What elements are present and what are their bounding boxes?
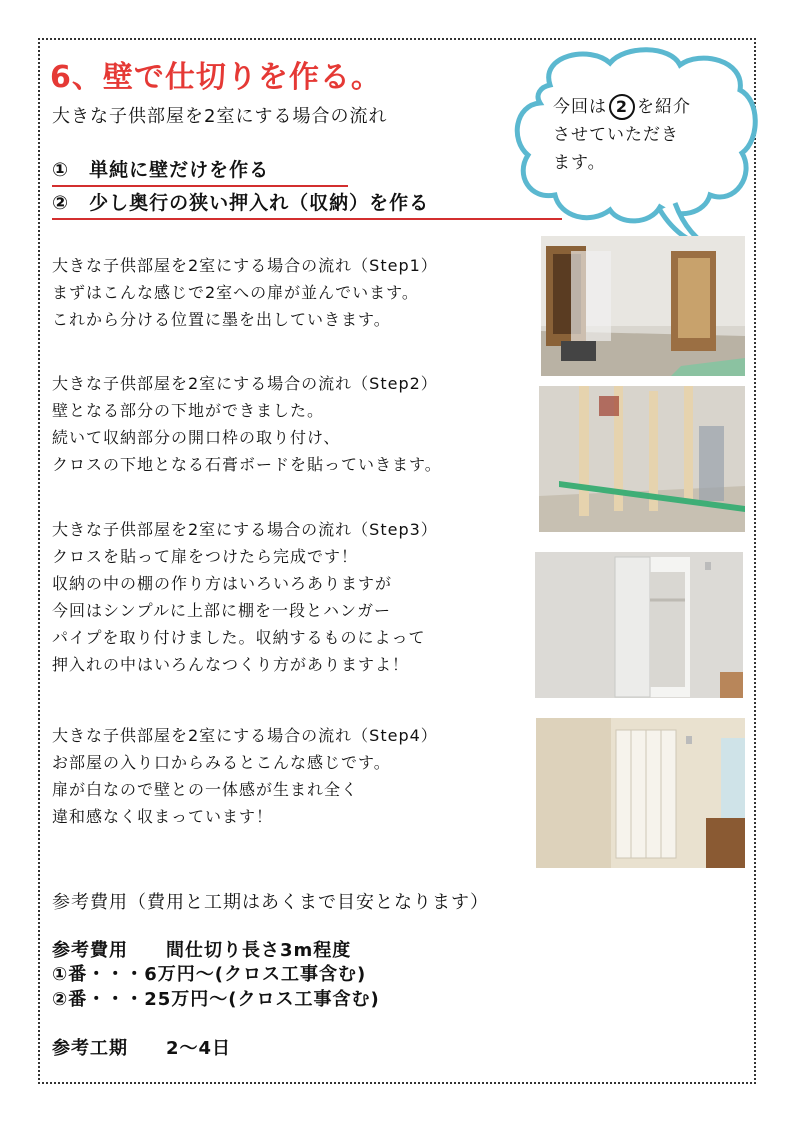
cost-item-1: ①番・・・6万円～(クロス工事含む) xyxy=(52,964,367,985)
step-heading: 大きな子供部屋を2室にする場合の流れ（Step1） xyxy=(52,256,438,275)
step-line: クロスの下地となる石膏ボードを貼っていきます。 xyxy=(52,455,442,474)
step-line: これから分ける位置に墨を出していきます。 xyxy=(52,310,391,329)
option-1: ① 単純に壁だけを作る xyxy=(52,155,348,187)
step-line: 押入れの中はいろんなつくり方がありますよ！ xyxy=(52,655,410,674)
step-line: クロスを貼って扉をつけたら完成です！ xyxy=(52,547,359,566)
step-3-photo xyxy=(535,552,743,698)
step-2-text xyxy=(52,370,442,478)
step-line: 続いて収納部分の開口枠の取り付け、 xyxy=(52,428,341,447)
cost-header: 参考費用 間仕切り長さ3m程度 xyxy=(52,940,352,961)
step-line: 収納の中の棚の作り方はいろいろありますが xyxy=(52,574,393,593)
bubble-prefix: 今回は xyxy=(553,97,607,117)
step-line: パイプを取り付けました。収納するものによって xyxy=(52,628,426,647)
cost-item-2: ②番・・・25万円～(クロス工事含む) xyxy=(52,989,380,1010)
step-1-photo xyxy=(541,236,745,376)
step-4-text xyxy=(52,722,438,830)
step-3-text xyxy=(52,516,438,678)
step-heading: 大きな子供部屋を2室にする場合の流れ（Step4） xyxy=(52,726,438,745)
cost-note: 参考費用（費用と工期はあくまで目安となります） xyxy=(52,892,489,913)
step-line: 壁となる部分の下地ができました。 xyxy=(52,401,325,420)
bubble-text xyxy=(553,93,743,177)
bubble-suffix: を紹介 xyxy=(637,97,691,117)
page-subtitle: 大きな子供部屋を2室にする場合の流れ xyxy=(52,106,388,127)
step-heading: 大きな子供部屋を2室にする場合の流れ（Step3） xyxy=(52,520,438,539)
step-line: まずはこんな感じで2室への扉が並んでいます。 xyxy=(52,283,419,302)
step-2-photo xyxy=(539,386,745,532)
step-line: 違和感なく収まっています！ xyxy=(52,807,274,826)
step-4-photo xyxy=(536,718,745,868)
page-title: 6、壁で仕切りを作る。 xyxy=(50,60,382,95)
step-1-text xyxy=(52,252,438,333)
step-heading: 大きな子供部屋を2室にする場合の流れ（Step2） xyxy=(52,374,438,393)
circled-number: 2 xyxy=(609,94,635,120)
bubble-line2: させていただき xyxy=(553,125,679,145)
step-line: お部屋の入り口からみるとこんな感じです。 xyxy=(52,753,391,772)
step-line: 今回はシンプルに上部に棚を一段とハンガー xyxy=(52,601,391,620)
option-2: ② 少し奥行の狭い押入れ（収納）を作る xyxy=(52,188,562,220)
cost-period: 参考工期 2～4日 xyxy=(52,1038,232,1059)
step-line: 扉が白なので壁との一体感が生まれ全く xyxy=(52,780,359,799)
bubble-line3: ます。 xyxy=(553,153,606,173)
